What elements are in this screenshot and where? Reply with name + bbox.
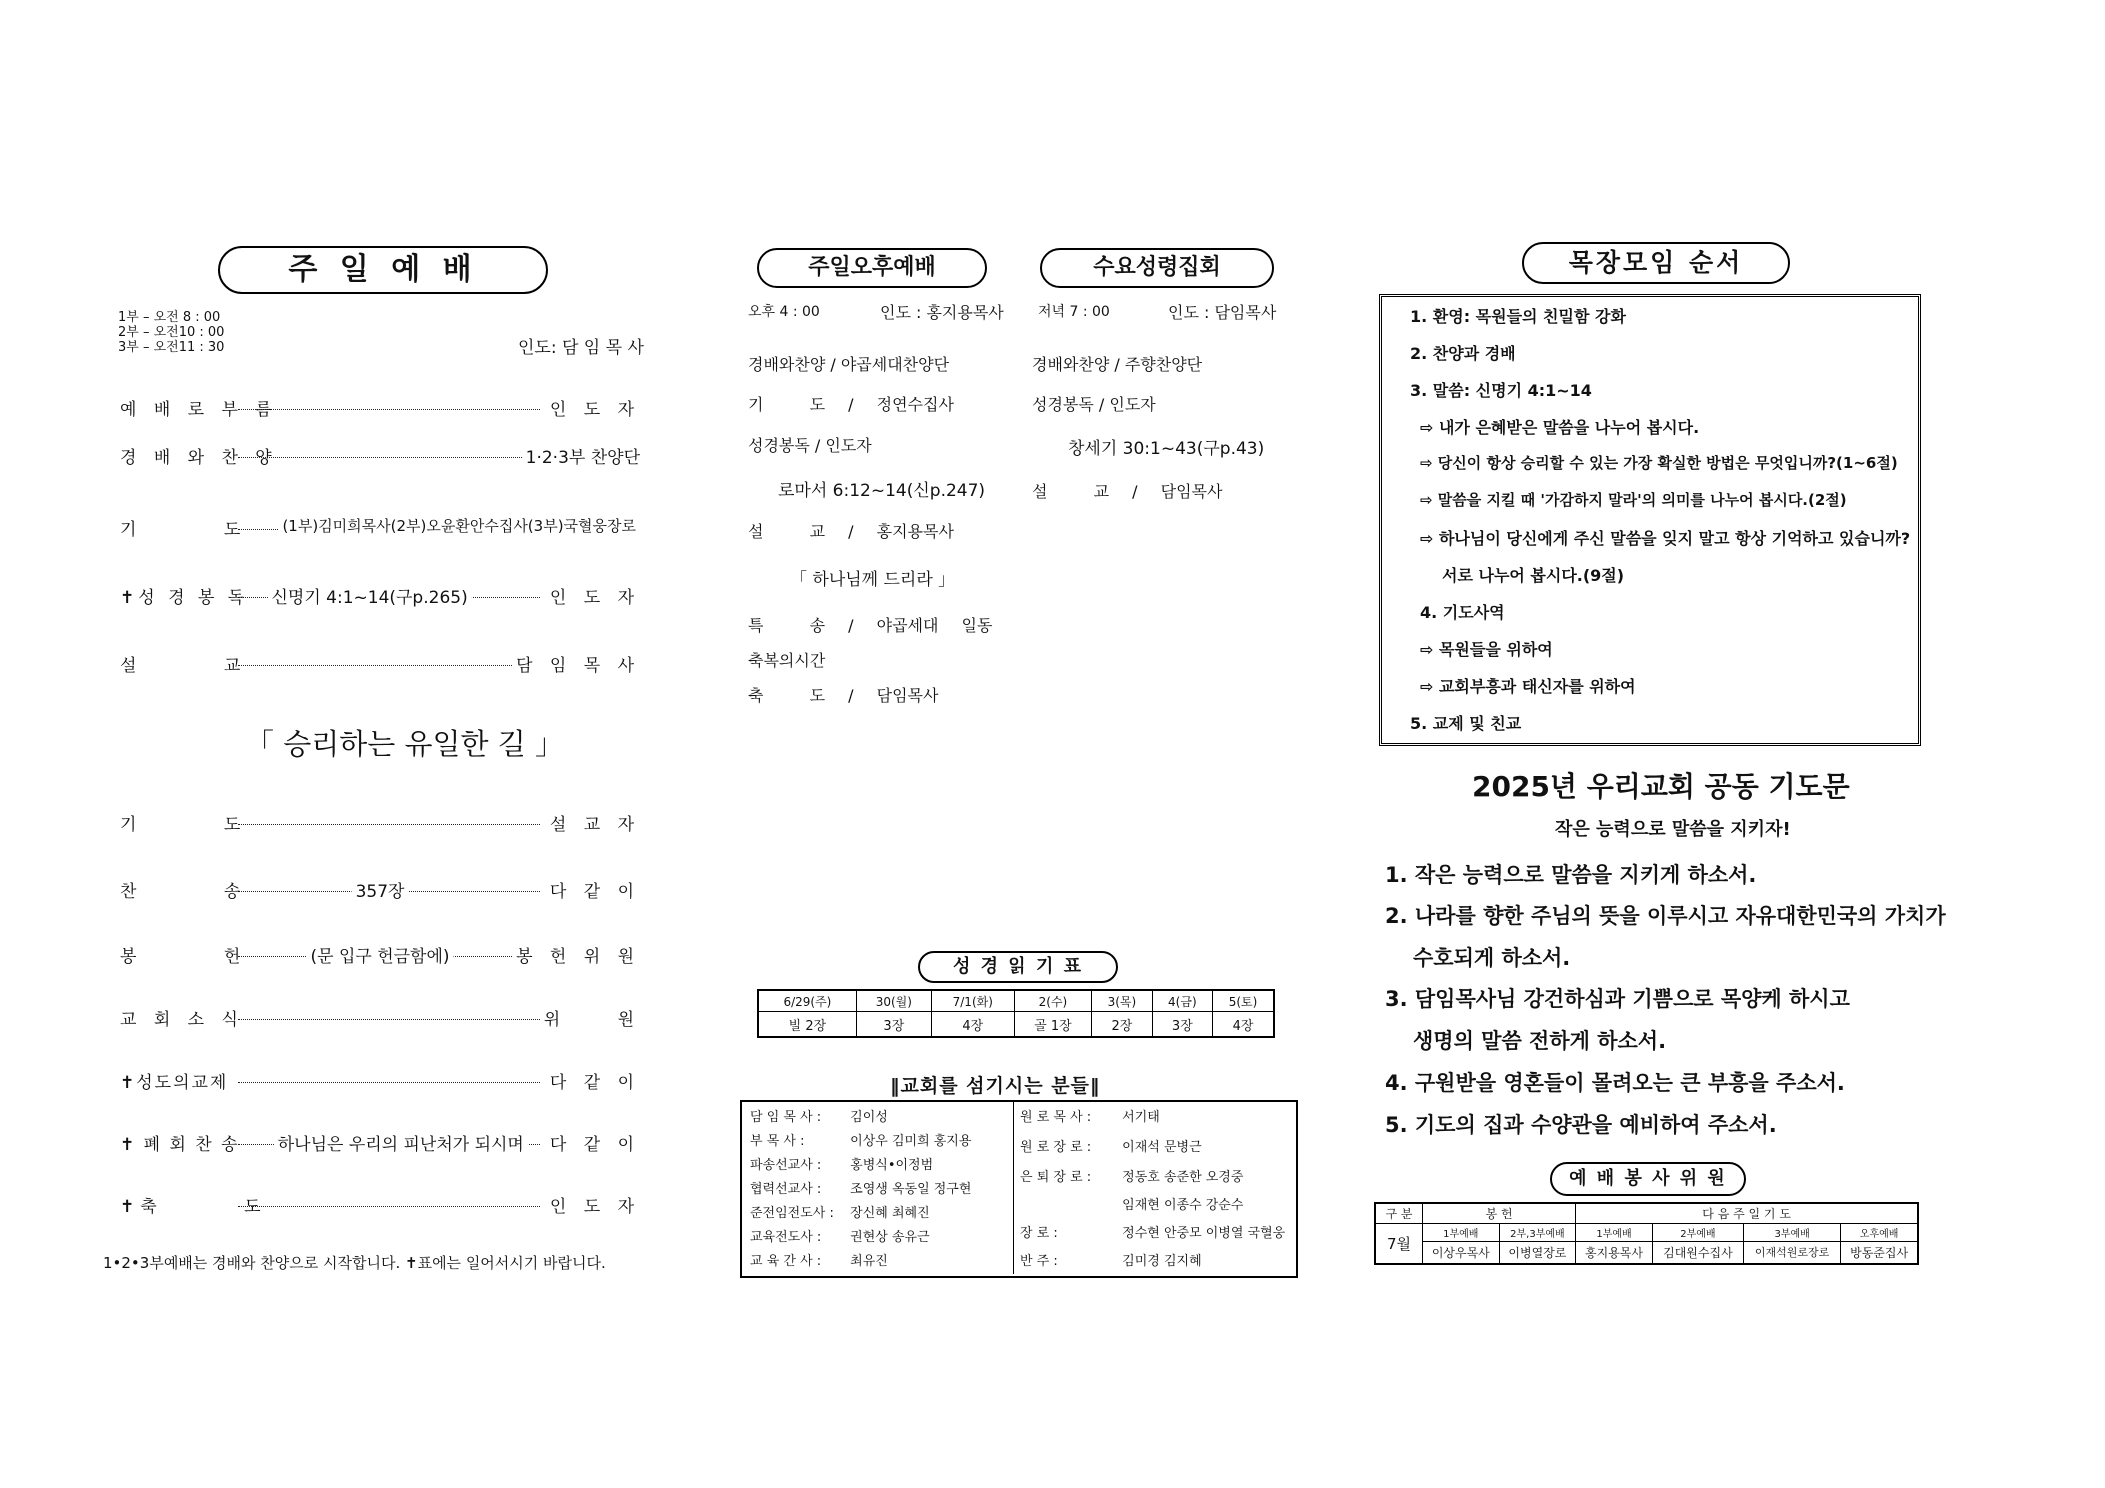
afternoon-item: 성경봉독 / 인도자 — [748, 436, 872, 455]
staff-role: 반 주 : — [1020, 1254, 1058, 1269]
order-closing-hymn — [120, 1130, 640, 1160]
table-cell: 3부예배 — [1744, 1224, 1841, 1242]
table-cell: 3장 — [856, 1012, 931, 1038]
prayer-line: 생명의 말씀 전하게 하소서. — [1413, 1029, 1667, 1053]
table-row — [1375, 1224, 1918, 1242]
order-left: 봉 헌 — [120, 947, 247, 967]
time-2: 2부 – 오전10 : 00 — [118, 325, 225, 340]
wednesday-item: 경배와찬양 / 주향찬양단 — [1032, 355, 1203, 374]
order-middle: (문 입구 헌금함에) — [306, 942, 453, 967]
table-cell: 봉 헌 — [1423, 1203, 1576, 1224]
staff-role: 준전임전도사 : — [750, 1206, 834, 1221]
table-row — [1375, 1203, 1918, 1224]
service-times — [118, 310, 224, 355]
wednesday-leader: 인도 : 담임목사 — [1168, 303, 1277, 322]
volunteers-table — [1374, 1202, 1919, 1265]
order-left: 예 배 로 부 름 — [120, 400, 278, 420]
order-middle: 신명기 4:1~14(구p.265) — [267, 583, 471, 608]
table-cell: 이재석원로장로 — [1744, 1242, 1841, 1264]
order-left: ✝축 도 — [120, 1197, 267, 1217]
prayer-line: 수호되게 하소서. — [1413, 946, 1571, 970]
staff-names: 권현상 송유근 — [850, 1230, 930, 1245]
staff-row — [750, 1250, 888, 1269]
order-right: 봉 헌 위 원 — [512, 942, 640, 967]
dot-leader — [238, 665, 540, 666]
order-left: 교 회 소 식 — [120, 1010, 244, 1030]
mokjang-line: 서로 나누어 봅시다.(9절) — [1442, 566, 1625, 585]
order-right: 다 같 이 — [546, 877, 640, 902]
table-row — [758, 1012, 1274, 1038]
order-hymn — [120, 877, 640, 907]
time-3: 3부 – 오전11 : 30 — [118, 340, 225, 355]
mokjang-line: 2. 찬양과 경배 — [1410, 344, 1516, 363]
staff-role: 장 로 : — [1020, 1226, 1058, 1241]
staff-row — [750, 1178, 971, 1197]
order-right: 위 원 — [540, 1005, 640, 1030]
order-middle: 하나님은 우리의 피난처가 되시며 — [274, 1130, 528, 1155]
staff-row — [750, 1154, 933, 1173]
afternoon-item: 「 하나님께 드리라 」 — [790, 570, 956, 590]
table-cell: 3(목) — [1092, 990, 1152, 1012]
afternoon-item: 특 송 / 야곱세대 일동 — [748, 616, 993, 635]
order-left: ✝성도의교제 — [120, 1073, 229, 1093]
table-cell: 4장 — [1213, 1012, 1274, 1038]
volunteers-title: 예 배 봉 사 위 원 — [1550, 1162, 1746, 1196]
staff-names: 이재석 문병근 — [1122, 1140, 1202, 1155]
table-cell: 4(금) — [1152, 990, 1212, 1012]
table-cell: 2부,3부예배 — [1499, 1224, 1576, 1242]
table-cell: 30(월) — [856, 990, 931, 1012]
order-right: 인 도 자 — [546, 583, 640, 608]
staff-names: 장신혜 최혜진 — [850, 1206, 930, 1221]
table-cell: 2(수) — [1014, 990, 1092, 1012]
staff-row — [1020, 1136, 1202, 1155]
order-left: 설 교 — [120, 656, 247, 676]
table-cell: 골 1장 — [1014, 1012, 1092, 1038]
staff-names: 임재현 이종수 강순수 — [1122, 1198, 1244, 1213]
staff-role: 협력선교사 : — [750, 1182, 822, 1197]
prayer-line: 4. 구원받을 영혼들이 몰려오는 큰 부흥을 주소서. — [1385, 1071, 1845, 1095]
table-cell: 2장 — [1092, 1012, 1152, 1038]
prayer-subtitle: 작은 능력으로 말씀을 지키자! — [1555, 819, 1791, 840]
table-row — [758, 990, 1274, 1012]
table-cell: 오후예배 — [1841, 1224, 1918, 1242]
order-prayer — [120, 515, 640, 545]
prayer-title: 2025년 우리교회 공동 기도문 — [1472, 770, 1850, 803]
staff-role: 파송선교사 : — [750, 1158, 822, 1173]
mokjang-line: ⇨ 말씀을 지킬 때 '가감하지 말라'의 의미를 나누어 봅시다.(2절) — [1420, 491, 1847, 509]
table-cell: 1부예배 — [1423, 1224, 1500, 1242]
afternoon-item: 경배와찬양 / 야곱세대찬양단 — [748, 355, 950, 374]
table-cell: 5(토) — [1213, 990, 1274, 1012]
prayer-line: 1. 작은 능력으로 말씀을 지키게 하소서. — [1385, 863, 1757, 887]
order-left: 기 도 — [120, 815, 247, 835]
staff-names: 정동호 송준한 오경중 — [1122, 1170, 1244, 1185]
afternoon-leader: 인도 : 홍지용목사 — [880, 303, 1004, 322]
staff-role: 담 임 목 사 : — [750, 1110, 822, 1125]
staff-row — [1020, 1166, 1243, 1185]
staff-names: 김미경 김지혜 — [1122, 1254, 1202, 1269]
dot-leader — [238, 1082, 540, 1083]
order-left: 찬 송 — [120, 882, 247, 902]
table-cell: 7/1(화) — [931, 990, 1014, 1012]
prayer-line: 2. 나라를 향한 주님의 뜻을 이루시고 자유대한민국의 가치가 — [1385, 904, 1946, 928]
afternoon-item: 기 도 / 정연수집사 — [748, 395, 954, 414]
staff-divider — [1013, 1102, 1014, 1274]
sunday-footnote: 1•2•3부예배는 경배와 찬양으로 시작합니다. ✝표에는 일어서시기 바랍니다. — [103, 1254, 606, 1272]
table-cell: 2부예배 — [1652, 1224, 1743, 1242]
staff-names: 조영생 옥동일 정구현 — [850, 1182, 972, 1197]
order-right: 다 같 이 — [546, 1130, 640, 1155]
staff-role: 은 퇴 장 로 : — [1020, 1170, 1092, 1185]
order-right: 다 같 이 — [546, 1068, 640, 1093]
table-cell: 김대원수집사 — [1652, 1242, 1743, 1264]
staff-title: ‖교회를 섬기시는 분들‖ — [890, 1075, 1101, 1097]
afternoon-item: 축 도 / 담임목사 — [748, 686, 939, 705]
order-offering — [120, 942, 640, 972]
order-right: 설 교 자 — [546, 810, 640, 835]
wednesday-item: 창세기 30:1~43(구p.43) — [1068, 439, 1265, 459]
mokjang-line: 5. 교제 및 친교 — [1410, 714, 1522, 733]
afternoon-item: 설 교 / 홍지용목사 — [748, 522, 954, 541]
staff-row — [750, 1226, 930, 1245]
table-cell: 구 분 — [1375, 1203, 1423, 1224]
mokjang-line: ⇨ 당신이 항상 승리할 수 있는 가장 확실한 방법은 무엇입니까?(1~6절) — [1420, 454, 1898, 472]
mokjang-line: ⇨ 목원들을 위하여 — [1420, 640, 1553, 659]
afternoon-item: 축복의시간 — [748, 651, 826, 670]
order-praise — [120, 443, 640, 473]
staff-role: 교 육 간 사 : — [750, 1254, 822, 1269]
order-call-to-worship — [120, 395, 640, 425]
wednesday-title: 수요성령집회 — [1040, 248, 1274, 288]
order-prayer-2 — [120, 810, 640, 840]
mokjang-line: 1. 환영: 목원들의 친밀함 강화 — [1410, 307, 1626, 326]
sermon-title: 「 승리하는 유일한 길 」 — [245, 727, 564, 761]
table-cell: 6/29(주) — [758, 990, 856, 1012]
staff-names: 정수현 안중모 이병열 국혈웅 — [1122, 1226, 1286, 1241]
staff-row — [750, 1130, 971, 1149]
order-middle: (1부)김미희목사(2부)오윤환안수집사(3부)국혈웅장로 — [278, 515, 640, 536]
table-cell: 1부예배 — [1576, 1224, 1653, 1242]
staff-row — [750, 1202, 930, 1221]
dot-leader — [238, 409, 540, 410]
order-right: 인 도 자 — [546, 1192, 640, 1217]
order-benediction — [120, 1192, 640, 1222]
mokjang-line: ⇨ 내가 은혜받은 말씀을 나누어 봅시다. — [1420, 418, 1700, 437]
dot-leader — [238, 457, 540, 458]
staff-names: 홍병식•이정범 — [850, 1158, 934, 1173]
order-sermon — [120, 651, 640, 681]
order-right: 인 도 자 — [546, 395, 640, 420]
order-right: 1·2·3부 찬양단 — [522, 443, 640, 468]
mokjang-line: ⇨ 하나님이 당신에게 주신 말씀을 잊지 말고 항상 기억하고 있습니까? — [1420, 529, 1911, 548]
table-cell: 7월 — [1375, 1224, 1423, 1264]
order-left: ✝성 경 봉 독 — [120, 588, 249, 608]
staff-row — [1020, 1106, 1160, 1125]
order-middle: 357장 — [352, 877, 409, 902]
table-cell: 방동준집사 — [1841, 1242, 1918, 1264]
staff-names: 이상우 김미희 홍지용 — [850, 1134, 972, 1149]
wednesday-time: 저녁 7 : 00 — [1038, 304, 1110, 320]
order-left: 경 배 와 찬 양 — [120, 448, 278, 468]
order-news — [120, 1005, 640, 1035]
order-fellowship — [120, 1068, 640, 1098]
prayer-line: 5. 기도의 집과 수양관을 예비하여 주소서. — [1385, 1113, 1777, 1137]
staff-names: 최유진 — [850, 1254, 888, 1269]
wednesday-item: 성경봉독 / 인도자 — [1032, 395, 1156, 414]
prayer-line: 3. 담임목사님 강건하심과 기쁨으로 목양케 하시고 — [1385, 987, 1850, 1011]
time-1: 1부 – 오전 8 : 00 — [118, 310, 221, 325]
order-scripture — [120, 583, 640, 613]
mokjang-line: ⇨ 교회부흥과 태신자를 위하여 — [1420, 677, 1636, 696]
dot-leader — [238, 1206, 540, 1207]
staff-role: 원 로 장 로 : — [1020, 1140, 1092, 1155]
table-cell: 이상우목사 — [1423, 1242, 1500, 1264]
table-cell: 4장 — [931, 1012, 1014, 1038]
table-cell: 이병열장로 — [1499, 1242, 1576, 1264]
table-cell: 3장 — [1152, 1012, 1212, 1038]
sunday-title: 주 일 예 배 — [218, 246, 548, 294]
staff-role: 교육전도사 : — [750, 1230, 822, 1245]
dot-leader — [238, 1019, 540, 1020]
afternoon-item: 로마서 6:12~14(신p.247) — [778, 481, 986, 501]
table-cell: 홍지용목사 — [1576, 1242, 1653, 1264]
mokjang-line: 3. 말씀: 신명기 4:1~14 — [1410, 381, 1592, 400]
staff-row — [1020, 1194, 1243, 1213]
staff-role: 부 목 사 : — [750, 1134, 805, 1149]
table-cell: 빌 2장 — [758, 1012, 856, 1038]
staff-row — [750, 1106, 888, 1125]
order-left: 기 도 — [120, 520, 247, 540]
bible-title: 성 경 읽 기 표 — [918, 951, 1118, 983]
mokjang-line: 4. 기도사역 — [1420, 603, 1505, 622]
staff-role: 원 로 목 사 : — [1020, 1110, 1092, 1125]
mokjang-title: 목장모임 순서 — [1522, 242, 1790, 284]
bible-reading-table — [757, 989, 1275, 1038]
dot-leader — [238, 824, 540, 825]
staff-names: 김이성 — [850, 1110, 888, 1125]
staff-names: 서기태 — [1122, 1110, 1160, 1125]
table-row — [1375, 1242, 1918, 1264]
afternoon-title: 주일오후예배 — [757, 248, 987, 288]
staff-row — [1020, 1250, 1202, 1269]
table-cell: 다 음 주 일 기 도 — [1576, 1203, 1918, 1224]
afternoon-time: 오후 4 : 00 — [748, 304, 820, 320]
order-right: 담 임 목 사 — [512, 651, 640, 676]
wednesday-item: 설 교 / 담임목사 — [1032, 482, 1223, 501]
sunday-leader: 인도: 담 임 목 사 — [518, 338, 644, 358]
staff-row — [1020, 1222, 1285, 1241]
order-left: ✝ 폐 회 찬 송 — [120, 1135, 240, 1155]
